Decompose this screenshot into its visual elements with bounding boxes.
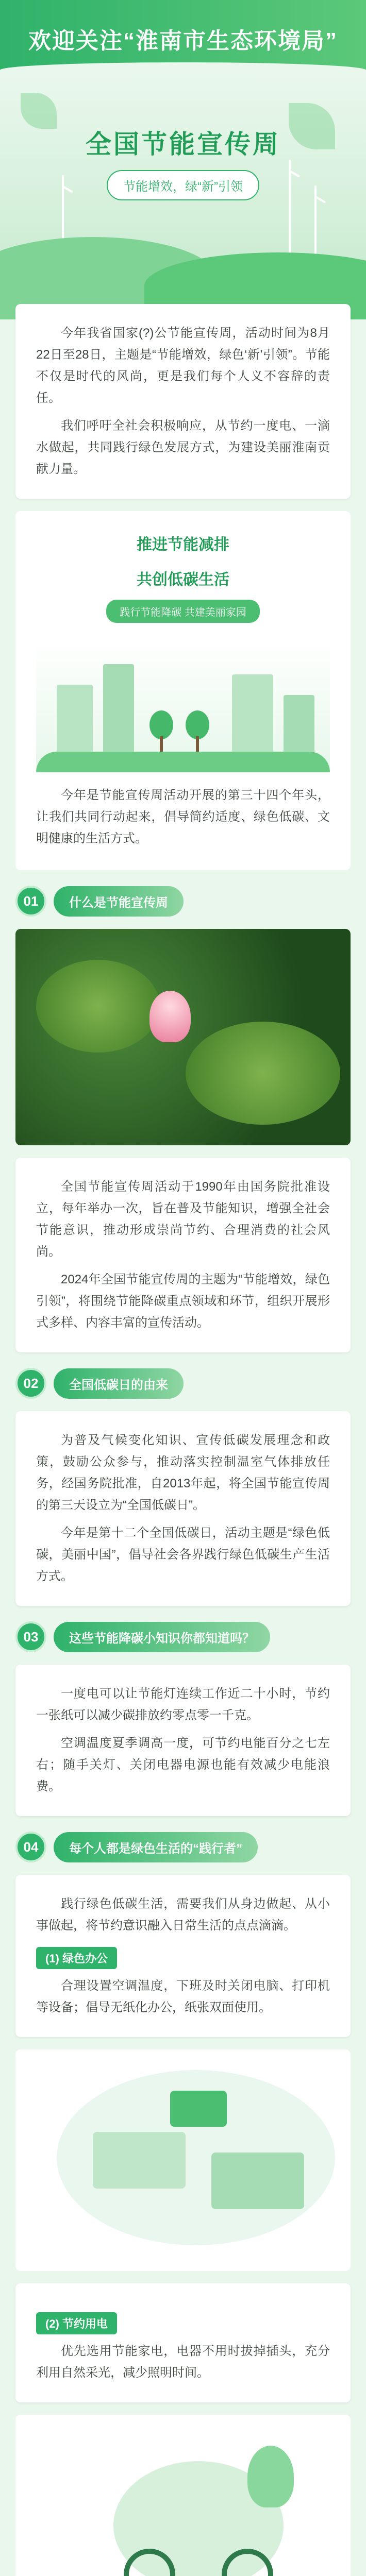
tree-icon — [149, 710, 173, 752]
promo-poster — [15, 511, 351, 870]
building-icon — [57, 685, 93, 752]
ground-decoration — [36, 752, 330, 772]
section-paragraph: 全国节能宣传周活动于1990年由国务院批准设立，每年举办一次，旨在普及节能知识，增强全社会节能意识，推动形成崇尚节约、合理消费的社会风尚。 — [36, 1180, 330, 1259]
section-number: 01 — [15, 886, 46, 917]
section-body — [15, 1665, 351, 1816]
monitor-icon — [170, 2091, 227, 2127]
intro-paragraph: 今年我省国家(?)公节能宣传周，活动时间为8月22日至28日，主题是“节能增效，绿色‘新’引领”。节能不仅是时代的风尚，更是我们每个人义不容辞的责任。 — [36, 326, 330, 405]
section-title: 每个人都是绿色生活的“践行者” — [54, 1832, 258, 1862]
intro-card — [15, 304, 351, 499]
poster-tag: 践行节能降碳 共建美丽家园 — [106, 600, 260, 623]
section-header — [15, 886, 351, 917]
hero-slogan: 节能增效，绿“新”引领 — [107, 170, 259, 200]
lightbulb-icon — [247, 2446, 294, 2507]
poster-note — [36, 785, 330, 850]
poster-title: 推进节能减排 — [137, 536, 229, 553]
office-illustration — [15, 2049, 351, 2271]
hero-title: 全国节能宣传周 — [86, 130, 280, 159]
desk-icon — [211, 2153, 304, 2209]
section-body — [15, 1411, 351, 1606]
section-title: 全国低碳日的由来 — [54, 1368, 184, 1399]
section-title: 什么是节能宣传周 — [54, 886, 184, 917]
header-banner — [0, 0, 366, 77]
lotus-flower-icon — [149, 991, 191, 1042]
section-header — [15, 1832, 351, 1862]
tip-heading: (1) 绿色办公 — [36, 1947, 117, 1969]
section-paragraph: 今年是第十二个全国低碳日，活动主题是“绿色低碳，美丽中国”，倡导社会各界践行绿色低碳生产生活方式。 — [36, 1526, 330, 1583]
tip-text: 优先选用节能家电，电器不用时拔掉插头，充分利用自然采光，减少照明时间。 — [36, 2344, 330, 2380]
desk-icon — [93, 2132, 186, 2189]
city-illustration — [36, 638, 330, 772]
tree-icon — [186, 710, 209, 752]
section-body — [15, 1875, 351, 2037]
building-icon — [103, 664, 134, 752]
building-icon — [232, 674, 273, 752]
section-header — [15, 1368, 351, 1399]
tip-card — [15, 2283, 351, 2402]
poster-note-text: 今年是节能宣传周活动开展的第三十四个年头，让我们共同行动起来，倡导简约适度、绿色低碳、文明健康的生活方式。 — [36, 788, 330, 845]
lotus-leaf-icon — [36, 960, 160, 1053]
tip-text: 合理设置空调温度，下班及时关闭电脑、打印机等设备；倡导无纸化办公，纸张双面使用。 — [36, 1979, 330, 2014]
section-paragraph: 一度电可以让节能灯连续工作近二十小时，节约一张纸可以减少碳排放约零点零一千克。 — [36, 1687, 330, 1722]
section-paragraph: 2024年全国节能宣传周的主题为“节能增效，绿色引领”，将围绕节能降碳重点领域和环节，组织开展形式多样、内容丰富的宣传活动。 — [36, 1273, 330, 1330]
section-number: 04 — [15, 1832, 46, 1862]
section-number: 02 — [15, 1368, 46, 1399]
lotus-leaf-icon — [186, 1022, 340, 1125]
building-icon — [284, 695, 314, 752]
page-title: 欢迎关注“淮南市生态环境局” — [28, 28, 338, 54]
banner-wave — [0, 62, 366, 78]
section-paragraph: 践行绿色低碳生活，需要我们从身边做起、从小事做起，将节约意识融入日常生活的点点滴滴。 — [36, 1897, 330, 1933]
section-paragraph: 为普及气候变化知识、宣传低碳发展理念和政策，鼓励公众参与，推动落实控制温室气体排放任务，经国务院批准，自2013年起，将全国节能宣传周的第三天设立为“全国低碳日”。 — [36, 1433, 330, 1512]
intro-paragraph: 我们呼吁全社会积极响应，从节约一度电、一滴水做起，共同践行绿色发展方式，为建设美丽淮南贡献力量。 — [36, 419, 330, 476]
lotus-photo — [15, 929, 351, 1145]
section-header — [15, 1621, 351, 1652]
section-number: 03 — [15, 1621, 46, 1652]
section-title: 这些节能降碳小知识你都知道吗？ — [54, 1622, 270, 1652]
poster-subtitle: 共创低碳生活 — [137, 571, 229, 588]
section-paragraph: 空调温度夏季调高一度，可节约电能百分之七左右；随手关灯、关闭电器电源也能有效减少电能浪费。 — [36, 1736, 330, 1793]
bicycle-illustration — [15, 2415, 351, 2576]
hero-section — [0, 77, 366, 319]
section-body — [15, 1158, 351, 1352]
tip-heading: (2) 节约用电 — [36, 2312, 117, 2334]
